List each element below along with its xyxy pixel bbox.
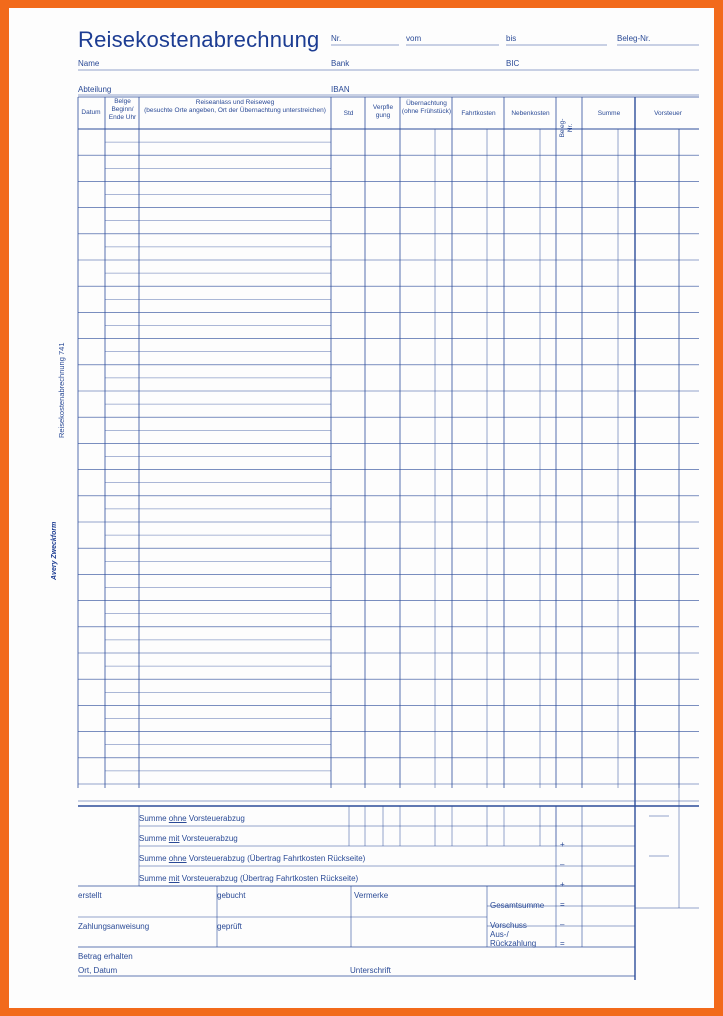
erstellt-label: erstellt (78, 891, 102, 900)
name-label: Name (78, 59, 100, 68)
summe-mit-uebertrag: Summe mit Vorsteuerabzug (Übertrag Fahrtkosten Rückseite) (139, 874, 359, 883)
col-fahrtkosten: Fahrtkosten (461, 110, 496, 117)
expense-form-sheet (9, 8, 714, 1008)
col-reiseanlass (140, 99, 330, 115)
summe-mit-vorsteuer: Summe mit Vorsteuerabzug (139, 834, 238, 843)
zahlungsanweisung-label: Zahlungsanweisung (78, 922, 150, 931)
col-beginn-prefix: Belge (114, 98, 131, 105)
col-std: Std (343, 110, 354, 117)
ort-datum-label: Ort, Datum (78, 966, 118, 975)
nr-label: Nr. (331, 34, 342, 43)
col-reiseanlass-title: Reiseanlass und Reiseweg (195, 99, 275, 106)
col-uebernachtung: Übernachtung (ohne Frühstück) (401, 100, 452, 115)
col-beginn-label: Beginn/ Ende Uhr (108, 106, 137, 121)
bic-label: BIC (506, 59, 520, 68)
col-verpflegung: Verpfle gung (372, 104, 394, 119)
col-vorsteuer: Vorsteuer (654, 110, 682, 117)
form-title: Reisekostenabrechnung (78, 27, 320, 52)
bis-label: bis (506, 34, 517, 43)
col-summe: Summe (597, 110, 621, 117)
col-beleg-nr: Beleg-Nr. (559, 118, 574, 138)
bank-label: Bank (331, 59, 350, 68)
col-beginn (106, 98, 139, 122)
plus-sign-1: + (560, 840, 565, 849)
auszahlung-label: Aus-/ Rückzahlung (490, 930, 537, 948)
betrag-erhalten-label: Betrag erhalten (78, 952, 133, 961)
abteilung-label: Abteilung (78, 85, 112, 94)
summe-ohne-uebertrag: Summe ohne Vorsteuerabzug (Übertrag Fahrtkosten Rückseite) (139, 854, 366, 863)
minus-sign-1: – (560, 860, 565, 869)
summe-ohne-vorsteuer: Summe ohne Vorsteuerabzug (139, 814, 245, 823)
col-datum: Datum (81, 109, 101, 116)
vermerke-label: Vermerke (354, 891, 389, 900)
col-reiseanlass-sub: (besuchte Orte angeben, Ort der Übernachtung unterstreichen) (144, 107, 326, 114)
equals-sign-1: = (560, 900, 565, 909)
beleg-nr-label: Beleg-Nr. (617, 34, 651, 43)
unterschrift-label: Unterschrift (350, 966, 391, 975)
iban-label: IBAN (331, 85, 350, 94)
minus-sign-2: – (560, 920, 565, 929)
equals-sign-2: = (560, 939, 565, 948)
plus-sign-2: + (560, 880, 565, 889)
gebucht-label: gebucht (217, 891, 246, 900)
vom-label: vom (406, 34, 422, 43)
brand-logo: Avery Zweckform (51, 521, 58, 580)
gesamtsumme-label: Gesamtsumme (490, 901, 545, 910)
form-side-label: Reisekostenabrechnung 741 (57, 342, 66, 438)
geprueft-label: geprüft (217, 922, 242, 931)
vorschuss-label: Vorschuss (490, 921, 527, 930)
col-nebenkosten: Nebenkosten (511, 110, 550, 117)
